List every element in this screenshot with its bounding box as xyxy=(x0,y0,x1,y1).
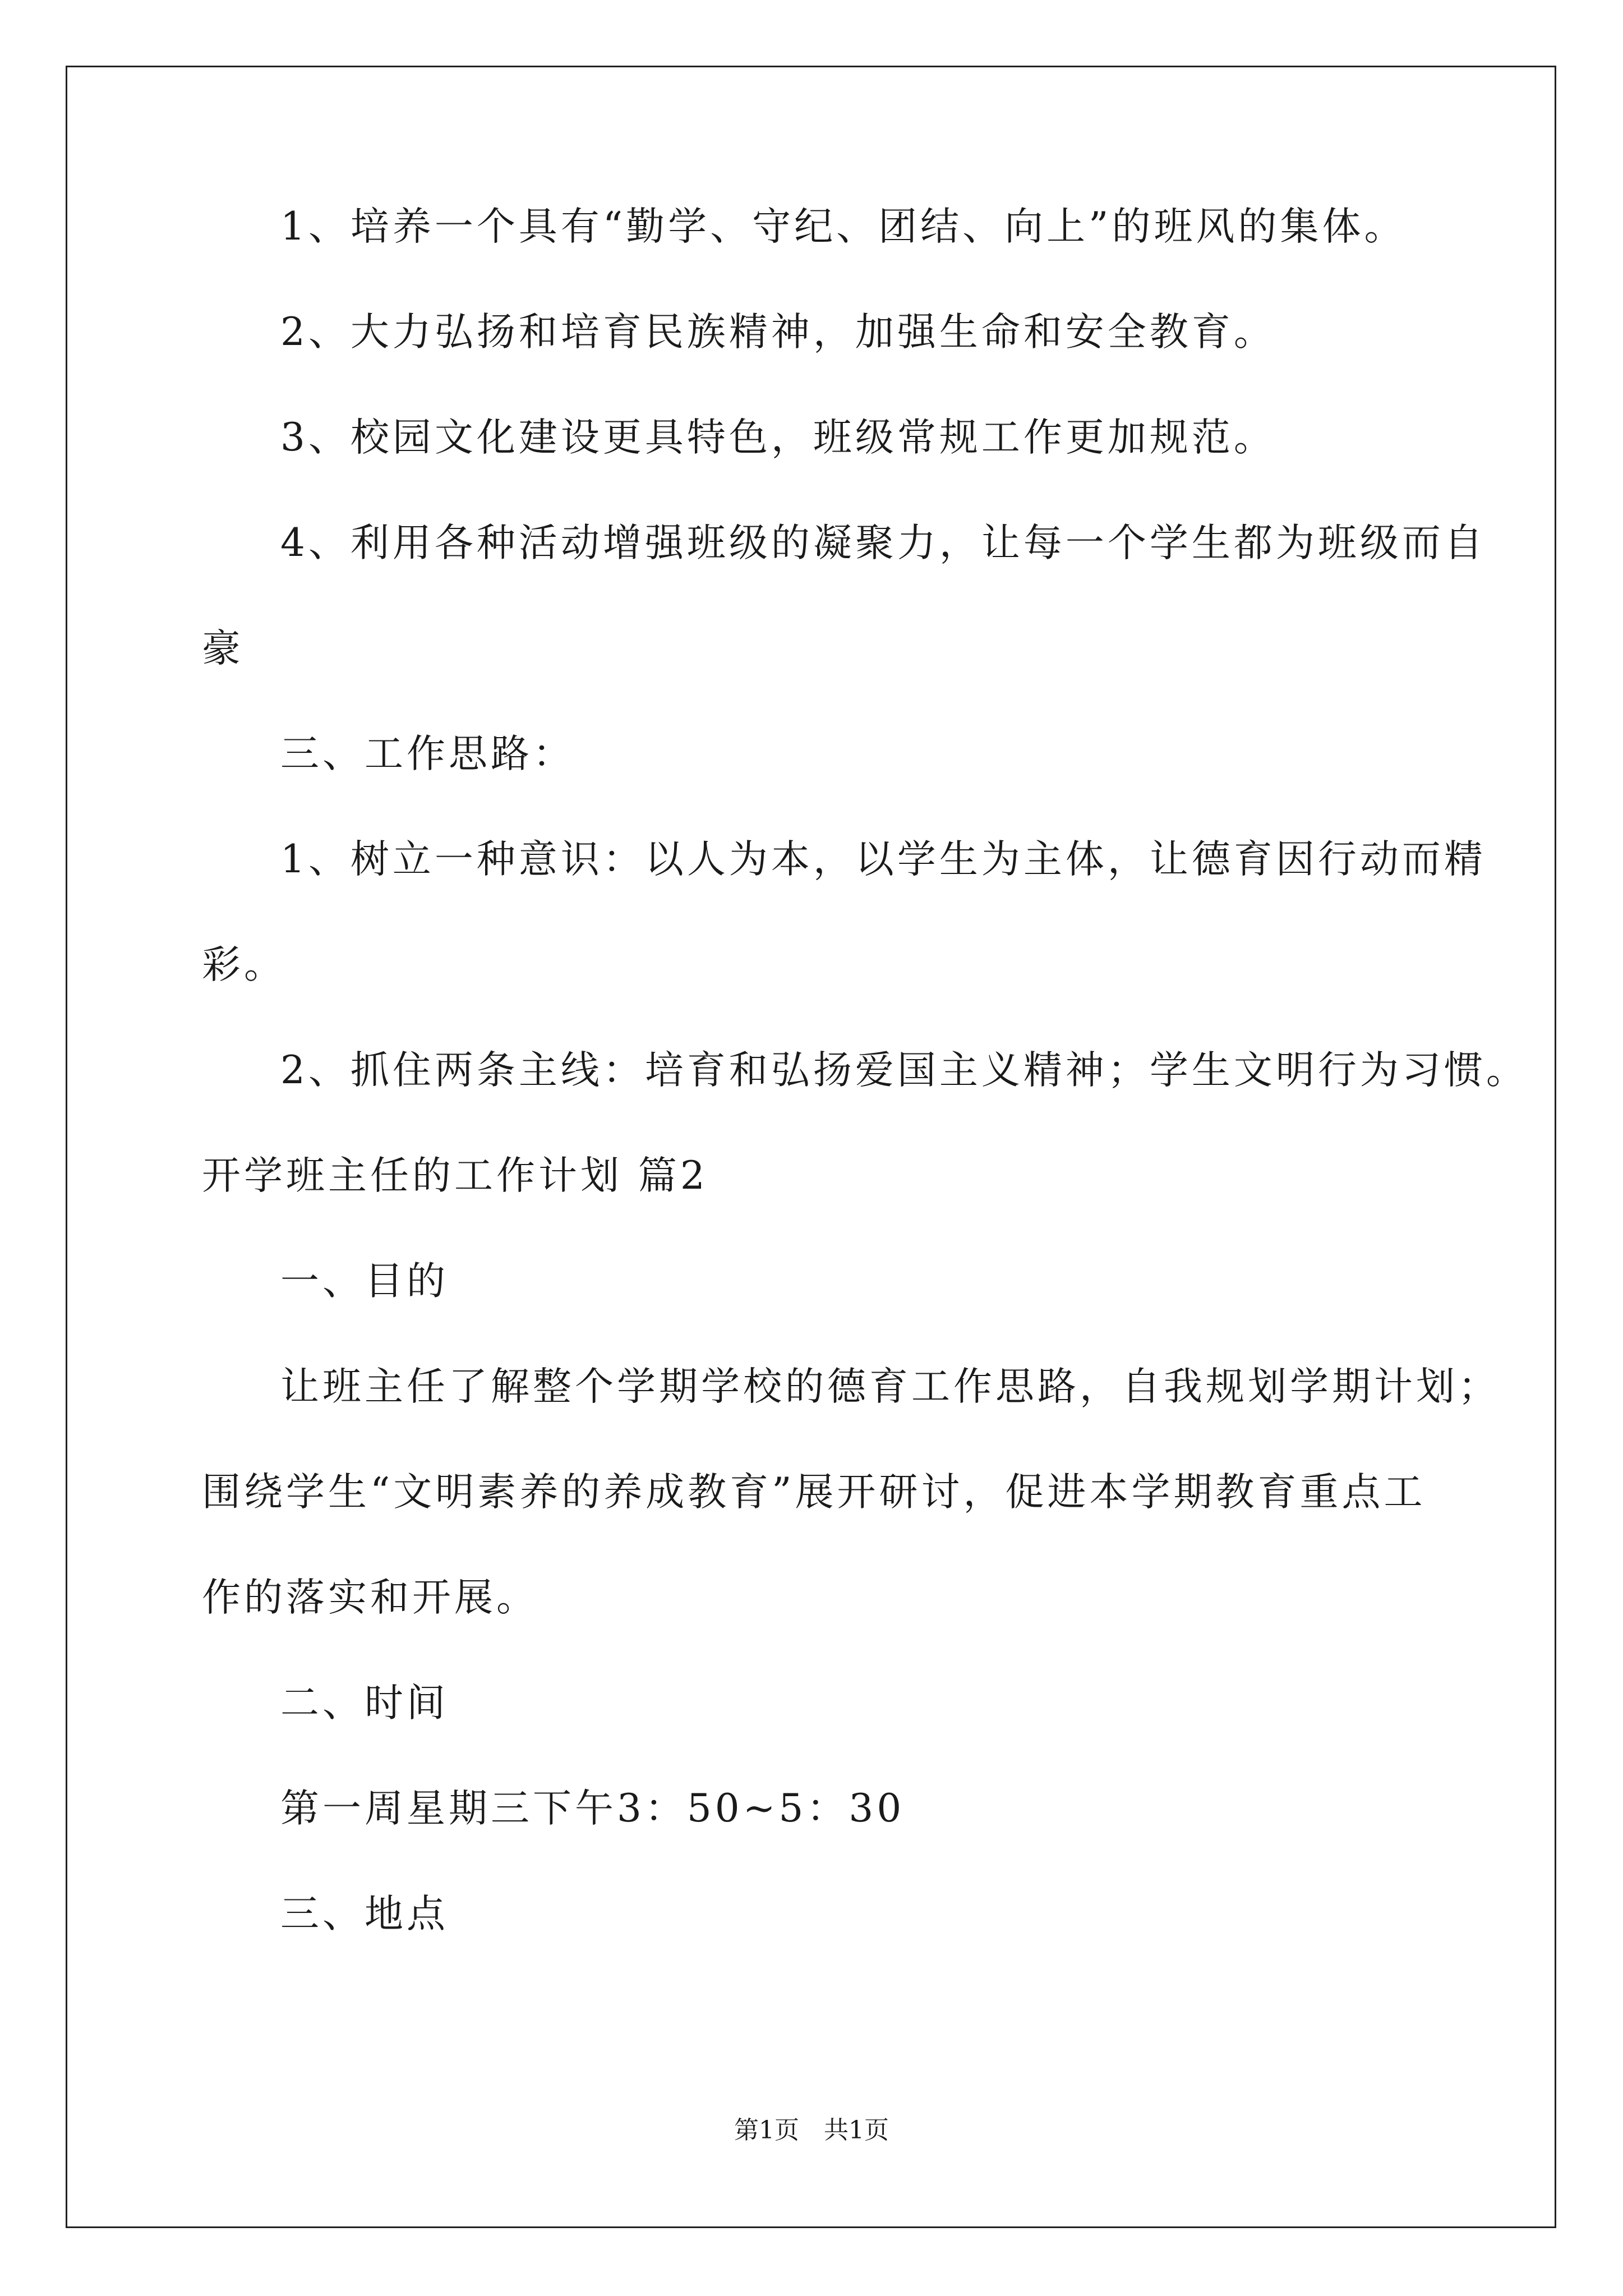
paragraph-line: 2、大力弘扬和培育民族精神，加强生命和安全教育。 xyxy=(280,310,1276,355)
paragraph-line: 1、树立一种意识：以人为本，以学生为主体，让德育因行动而精 xyxy=(280,837,1486,882)
article-title: 开学班主任的工作计划 篇2 xyxy=(202,1153,708,1198)
paragraph-line: 1、培养一个具有“勤学、守纪、团结、向上”的班风的集体。 xyxy=(280,204,1407,249)
paragraph-line: 豪 xyxy=(202,626,244,671)
paragraph-line: 2、抓住两条主线：培育和弘扬爱国主义精神；学生文明行为习惯。 xyxy=(280,1048,1528,1093)
paragraph-line: 第一周星期三下午3：50~5：30 xyxy=(280,1786,905,1831)
paragraph-line: 4、利用各种活动增强班级的凝聚力，让每一个学生都为班级而自 xyxy=(280,521,1486,565)
section-heading: 一、目的 xyxy=(280,1259,449,1304)
paragraph-line: 3、校园文化建设更具特色，班级常规工作更加规范。 xyxy=(280,415,1276,460)
section-heading: 三、工作思路： xyxy=(280,731,575,776)
section-heading: 三、地点 xyxy=(280,1892,449,1936)
page-footer: 第1页 共1页 xyxy=(734,2116,889,2145)
paragraph-line: 让班主任了解整个学期学校的德育工作思路，自我规划学期计划； xyxy=(280,1364,1500,1409)
paragraph-line: 围绕学生“文明素养的养成教育”展开研讨，促进本学期教育重点工 xyxy=(202,1470,1426,1515)
paragraph-line: 彩。 xyxy=(202,942,286,987)
paragraph-line: 作的落实和开展。 xyxy=(202,1575,538,1620)
section-heading: 二、时间 xyxy=(280,1681,449,1726)
